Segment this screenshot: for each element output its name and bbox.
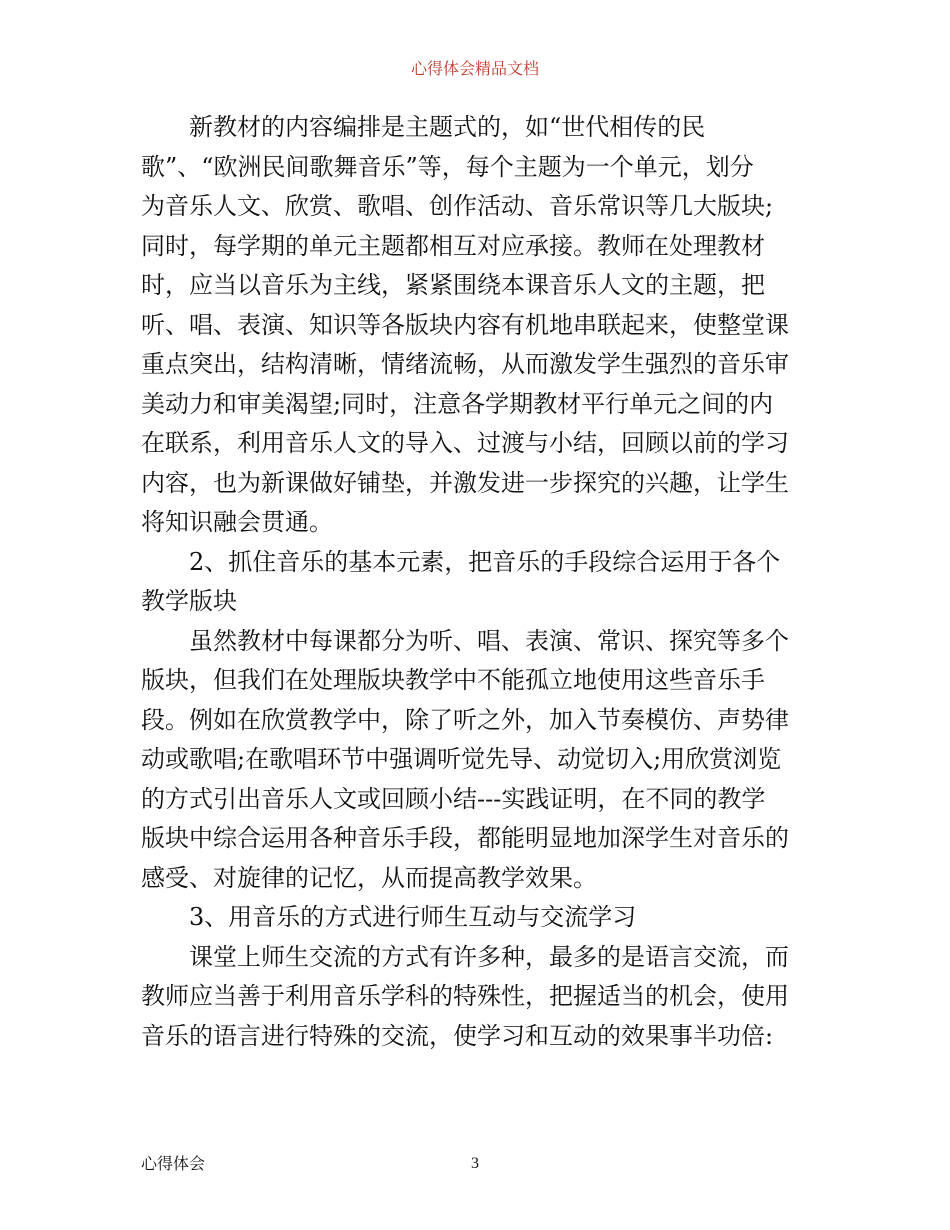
paragraph-line: 动或歌唱;在歌唱环节中强调听觉先导、动觉切入;用欣赏浏览 bbox=[141, 745, 782, 773]
section-heading-line: 教学版块 bbox=[141, 587, 237, 615]
paragraph-line: 为音乐人文、欣赏、歌唱、创作活动、音乐常识等几大版块; bbox=[141, 192, 774, 220]
paragraph-line: 虽然教材中每课都分为听、唱、表演、常识、探究等多个 bbox=[189, 626, 789, 655]
paragraph-line: 的方式引出音乐人文或回顾小结---实践证明，在不同的教学 bbox=[141, 784, 766, 813]
paragraph-line: 音乐的语言进行特殊的交流，使学习和互动的效果事半功倍: bbox=[141, 1021, 774, 1050]
section-heading-line: 2、抓住音乐的基本元素，把音乐的手段综合运用于各个 bbox=[189, 547, 781, 576]
paragraph-line: 时，应当以音乐为主线，紧紧围绕本课音乐人文的主题，把 bbox=[141, 271, 765, 299]
paragraph-line: 段。例如在欣赏教学中，除了听之外，加入节奏模仿、声势律 bbox=[141, 705, 789, 734]
section-heading-line: 3、用音乐的方式进行师生互动与交流学习 bbox=[189, 903, 637, 931]
paragraph-line: 将知识融会贯通。 bbox=[141, 508, 333, 536]
paragraph-line: 同时，每学期的单元主题都相互对应承接。教师在处理教材 bbox=[141, 231, 765, 260]
paragraph-line: 内容，也为新课做好铺垫，并激发进一步探究的兴趣，让学生 bbox=[141, 468, 789, 497]
paragraph-line: 重点突出，结构清晰，情绪流畅，从而激发学生强烈的音乐审 bbox=[141, 350, 789, 378]
paragraph-line: 版块中综合运用各种音乐手段，都能明显地加深学生对音乐的 bbox=[141, 824, 789, 852]
footer-label: 心得体会 bbox=[141, 1154, 206, 1173]
paragraph-line: 课堂上师生交流的方式有许多种，最多的是语言交流，而 bbox=[189, 942, 789, 971]
paragraph-line: 新教材的内容编排是主题式的，如“世代相传的民 bbox=[189, 113, 706, 141]
document-header-title: 心得体会精品文档 bbox=[410, 59, 539, 78]
paragraph-line: 美动力和审美渴望;同时，注意各学期教材平行单元之间的内 bbox=[141, 389, 774, 418]
paragraph-line: 在联系，利用音乐人文的导入、过渡与小结，回顾以前的学习 bbox=[141, 429, 789, 457]
paragraph-line: 听、唱、表演、知识等各版块内容有机地串联起来，使整堂课 bbox=[141, 310, 789, 339]
paragraph-line: 歌”、“欧洲民间歌舞音乐”等，每个主题为一个单元，划分 bbox=[141, 152, 754, 181]
document-body bbox=[141, 108, 817, 1056]
paragraph-line: 版块，但我们在处理版块教学中不能孤立地使用这些音乐手 bbox=[141, 666, 765, 694]
paragraph-line: 感受、对旋律的记忆，从而提高教学效果。 bbox=[141, 863, 597, 892]
page-number: 3 bbox=[471, 1155, 479, 1172]
paragraph-line: 教师应当善于利用音乐学科的特殊性，把握适当的机会，使用 bbox=[141, 982, 789, 1010]
